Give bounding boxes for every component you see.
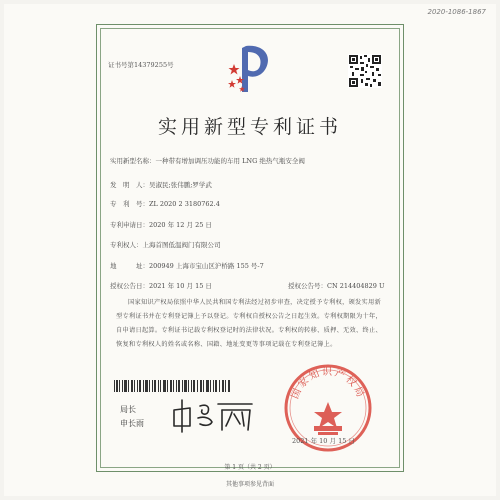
field-row-address [110,261,264,270]
field-label: 专 利 号： [110,200,149,208]
field-row-grant-date [110,281,385,290]
field-value: 200949 上海市宝山区沪桥路 155 号-7 [149,262,264,270]
field-label: 授权公告号： [288,282,327,290]
field-label: 实用新型名称： [110,157,156,165]
field-value: 上海首图低温阀门有限公司 [142,241,221,249]
field-label: 地 址： [110,262,149,270]
field-row-patent-number [110,199,220,208]
field-row-name [110,156,305,165]
field-value: CN 214404829 U [327,282,385,290]
director-name: 申长雨 [120,419,144,428]
certificate-body-paragraph: 国家知识产权局依照中华人民共和国专利法经过初步审查，决定授予专利权，颁发实用新型专利证书并在专利登记簿上予以登记。专利权自授权公告之日起生效。专利权期限为十年，自申请日起算。专利证书记载专利权登记时的法律状况。专利权的转移、质押、无效、终止、恢复和专利权人的姓名或名称、国籍、地址变更等事项记载在专利登记簿上。 [116,299,382,348]
field-row-application-date [110,220,212,229]
certificate-title: 实用新型专利证书 [157,116,342,138]
field-row-patentee [110,240,221,249]
field-row-publication-number [288,281,385,290]
field-value: 一种带有增加调压功能的车用 LNG 绝热气瓶安全阀 [155,157,305,165]
field-value: 2020 年 12 月 25 日 [149,221,212,229]
director-signature-icon [168,396,258,434]
patent-office-logo-icon [226,40,276,96]
qr-code-icon [348,54,382,88]
handwritten-note: 2020-1086-1867 [427,8,486,16]
field-label: 专利权人： [110,241,143,249]
field-value: ZL 2020 2 3180762.4 [149,200,220,208]
field-label: 发 明 人： [110,181,149,189]
field-value: 2021 年 10 月 15 日 [149,282,212,290]
seal-date: 2021 年 10 月 15 日 [292,437,355,445]
seal-text: 国家知识产权局 [289,367,367,401]
page-number: 第 1 页（共 2 页） [224,464,276,471]
field-value: 吴淑民;张伟鹏;罗学武 [149,181,212,189]
director-title: 局长 [120,405,136,414]
barcode-icon [114,380,230,392]
field-row-inventor [110,180,212,189]
footer-note: 其他事项参见背面 [225,481,274,488]
field-label: 专利申请日： [110,221,149,229]
field-label: 授权公告日： [110,282,149,290]
certificate-number: 证书号第14379255号 [108,61,174,69]
